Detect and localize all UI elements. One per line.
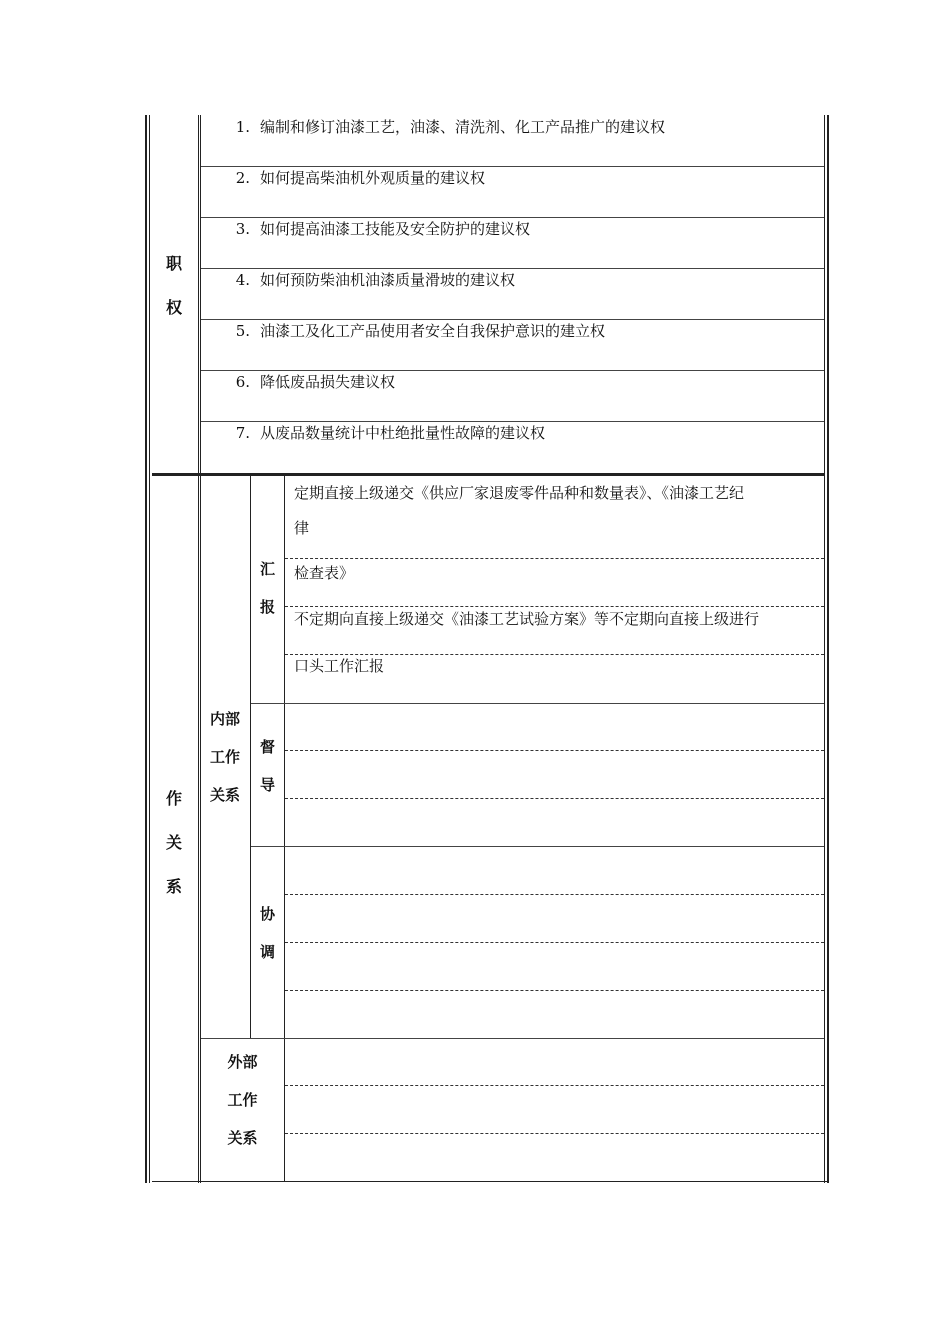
authority-item (220, 219, 530, 239)
item-number: 2. (235, 169, 250, 187)
report-label-char: 报 (259, 598, 275, 616)
item-text: 降低废品损失建议权 (260, 373, 396, 391)
item-number: 6. (235, 373, 250, 391)
item-text: 油漆工及化工产品使用者安全自我保护意识的建立权 (260, 322, 606, 340)
internal-label-line: 关系 (209, 786, 240, 804)
authority-item (220, 372, 395, 392)
report-label (251, 550, 284, 626)
coordinate-label-char: 协 (259, 905, 275, 923)
relations-label-char: 关 (165, 833, 182, 852)
authority-item (220, 270, 515, 290)
item-text: 如何提高柴油机外观质量的建议权 (260, 169, 486, 187)
external-relations-label (201, 1043, 284, 1157)
report-line: 不定期向直接上级递交《油漆工艺试验方案》等不定期向直接上级进行 (294, 610, 760, 628)
item-text: 从废品数量统计中杜绝批量性故障的建议权 (260, 424, 546, 442)
relations-section-label (150, 787, 198, 899)
report-line: 口头工作汇报 (294, 657, 385, 675)
coordinate-label-char: 调 (259, 943, 275, 961)
supervise-label-char: 导 (259, 776, 275, 794)
internal-label-line: 工作 (209, 748, 240, 766)
external-label-line: 外部 (227, 1053, 258, 1071)
relations-label-char: 作 (165, 789, 182, 808)
authority-item (220, 321, 605, 341)
authority-item (220, 117, 665, 137)
item-number: 5. (235, 322, 250, 340)
authority-label-char: 权 (165, 298, 182, 317)
item-text: 如何预防柴油机油漆质量滑坡的建议权 (260, 271, 516, 289)
report-label-char: 汇 (259, 560, 275, 578)
supervise-label-char: 督 (259, 738, 275, 756)
relations-label-char: 系 (165, 877, 182, 896)
item-number: 7. (235, 424, 250, 442)
authority-item (220, 168, 485, 188)
internal-relations-label (200, 700, 250, 814)
supervise-label (251, 728, 284, 804)
item-text: 编制和修订油漆工艺，油漆、清洗剂、化工产品推广的建议权 (260, 118, 666, 136)
authority-item (220, 423, 545, 443)
internal-label-line: 内部 (209, 710, 240, 728)
report-line: 律 (294, 519, 310, 537)
item-number: 4. (235, 271, 250, 289)
item-text: 如何提高油漆工技能及安全防护的建议权 (260, 220, 531, 238)
external-label-line: 关系 (227, 1129, 258, 1147)
coordinate-label (251, 895, 284, 971)
report-line: 定期直接上级递交《供应厂家退废零件品种和数量表》、《油漆工艺纪 (294, 484, 745, 502)
item-number: 1. (235, 118, 250, 136)
authority-section-label (150, 252, 198, 320)
report-line: 检查表》 (294, 564, 355, 582)
external-label-line: 工作 (227, 1091, 258, 1109)
item-number: 3. (235, 220, 250, 238)
authority-label-char: 职 (165, 254, 182, 273)
